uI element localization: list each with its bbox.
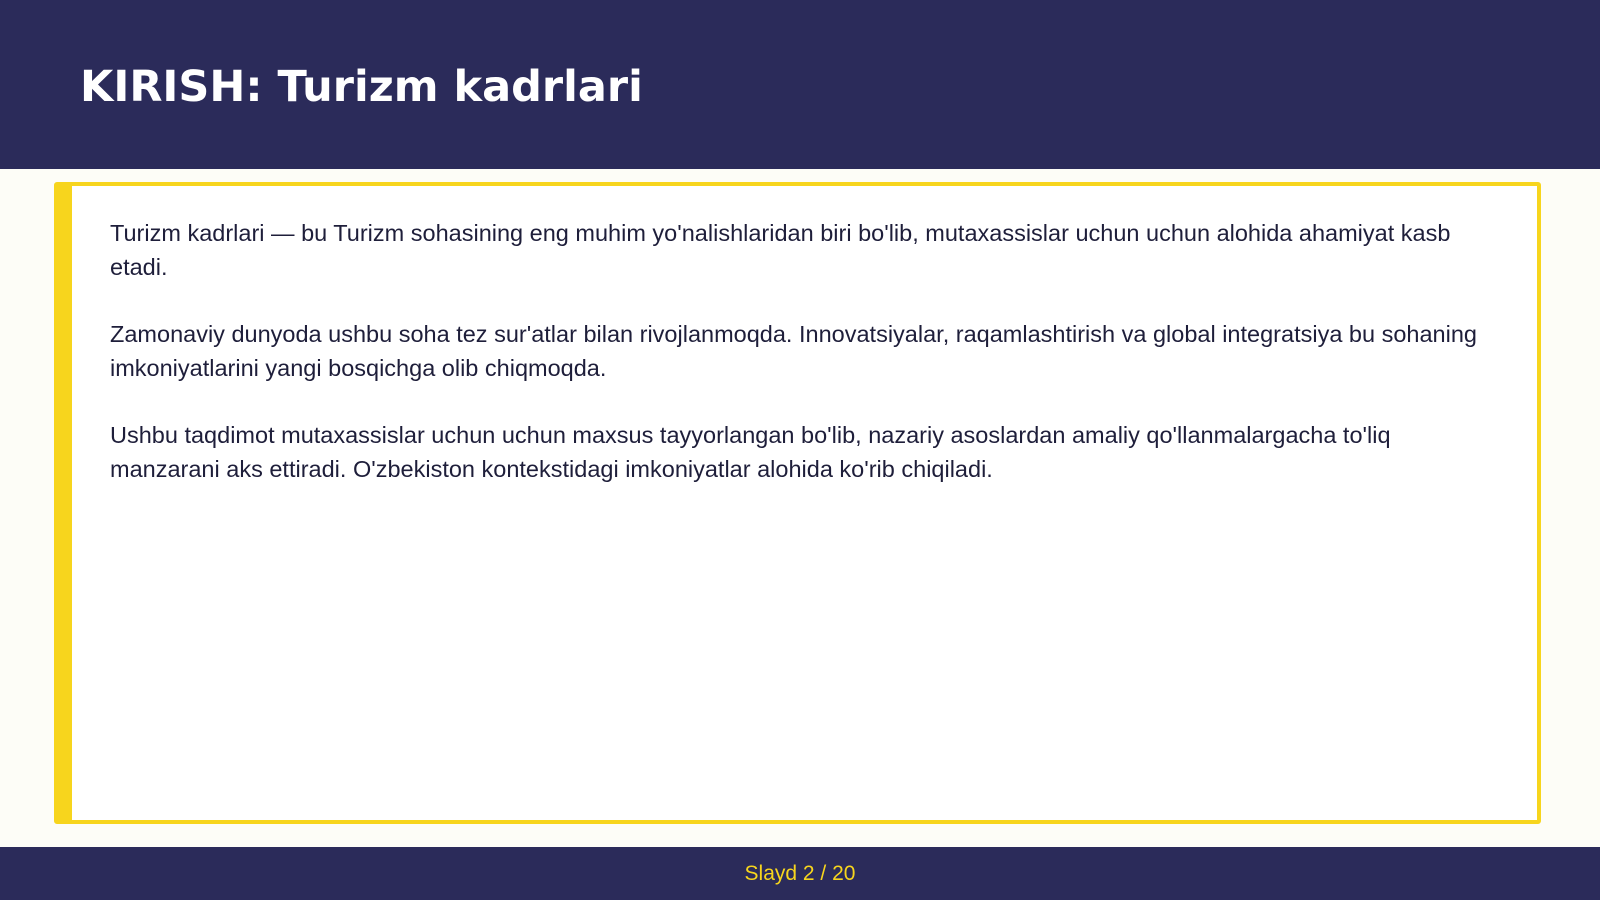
slide-header [0, 0, 1600, 169]
slide-footer [0, 847, 1600, 900]
content-card [54, 182, 1541, 824]
content-body [110, 216, 1505, 519]
development-paragraph: Zamonaviy dunyoda ushbu soha tez sur'atlar bilan rivojlanmoqda. Innovatsiyalar, raqamlashtirish va global integratsiya bu sohaning imkoniyatlarini yangi bosqichga olib chiqmoqda. [110, 321, 1477, 381]
slide-title: KIRISH: Turizm kadrlari [80, 62, 643, 112]
presentation-paragraph: Ushbu taqdimot mutaxassislar uchun uchun maxsus tayyorlangan bo'lib, nazariy asoslardan amaliy qo'llanmalargacha to'liq manzarani aks ettiradi. O'zbekiston kontekstidagi imkoniyatlar alohida ko'rib chiqiladi. [110, 422, 1391, 482]
slide-counter: Slayd 2 / 20 [744, 862, 856, 885]
intro-paragraph: Turizm kadrlari — bu Turizm sohasining eng muhim yo'nalishlaridan biri bo'lib, mutaxassislar uchun uchun alohida ahamiyat kasb etadi. [110, 220, 1451, 280]
